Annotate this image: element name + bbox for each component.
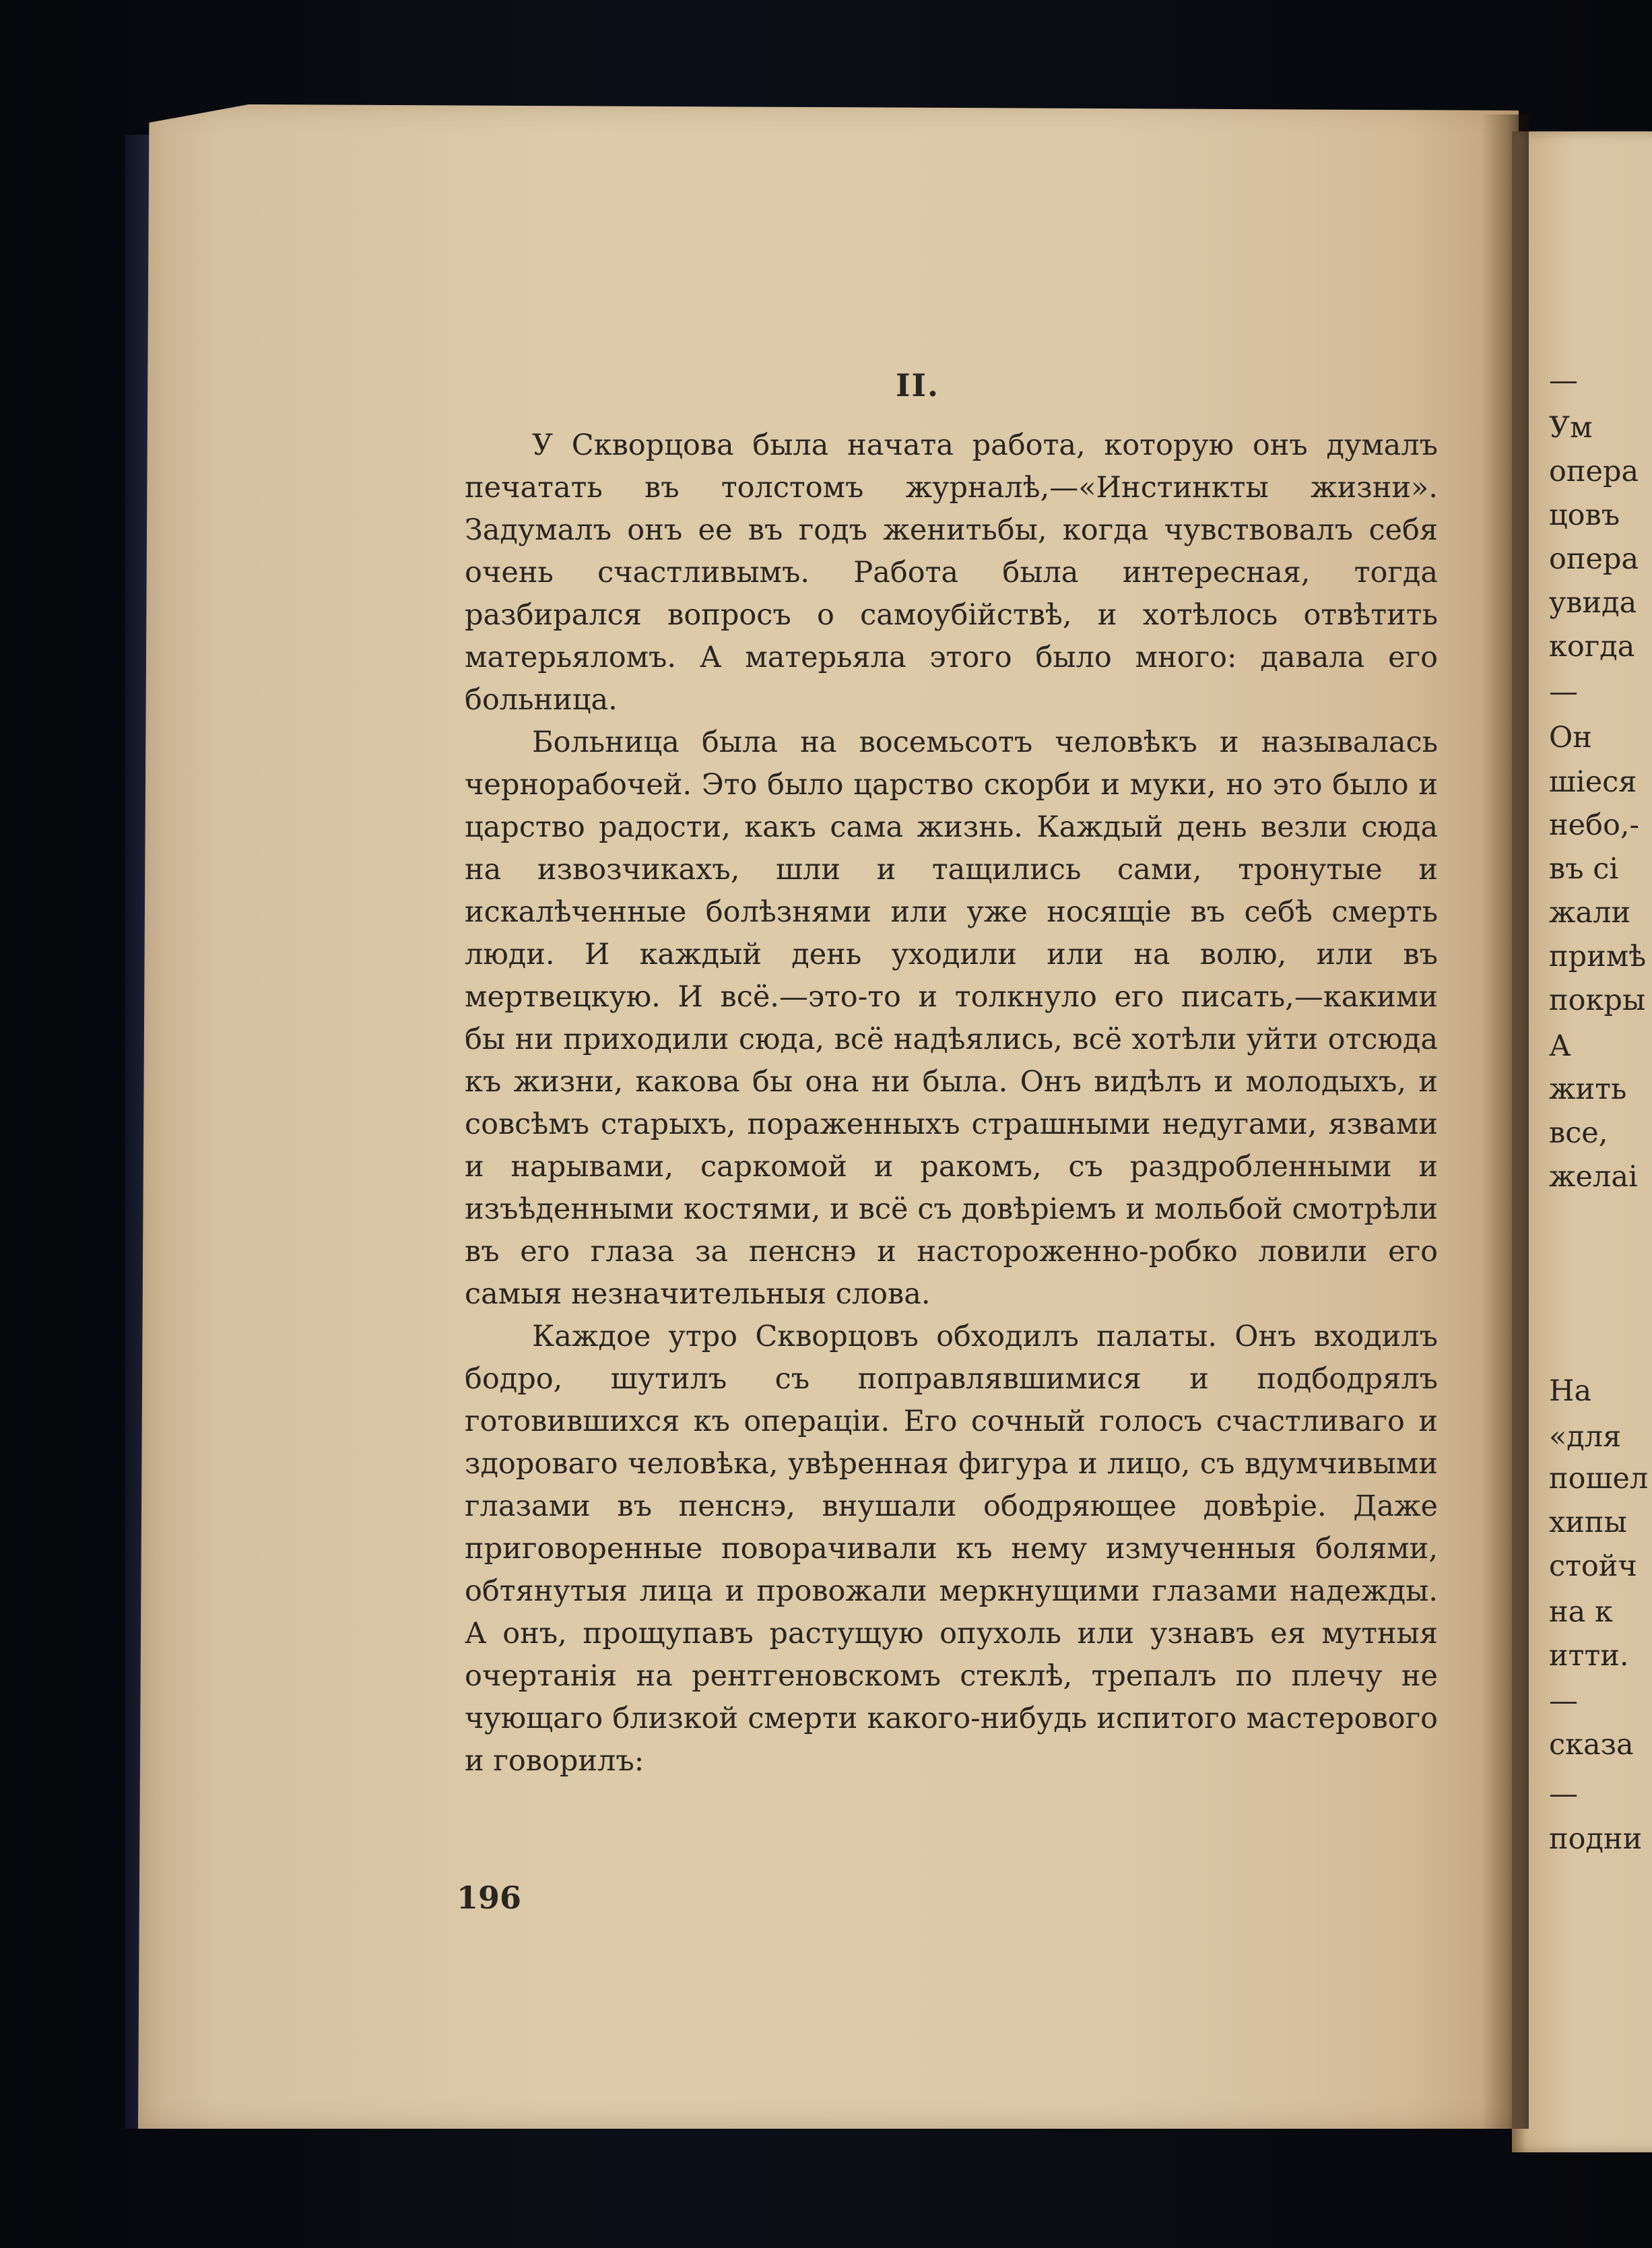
right-fragment: «для bbox=[1549, 1420, 1622, 1454]
paragraph: Каждое утро Скворцовъ обходилъ палаты. Онъ входилъ бодро, шутилъ съ поправлявшимися и подбодрялъ готовившихся къ операціи. Его сочный голосъ счастливаго и здороваго человѣка, увѣренная фигура и лицо, съ вдумчивыми глазами въ пенснэ, внушали ободряющее довѣріе. Даже приговоренные поворачивали къ нему измученныя болями, обтянутыя лица и провожали меркнущими глазами надежды. А онъ, прощупавъ растущую опухоль или узнавъ ея мутныя очертанія на рентгеновскомъ стеклѣ, трепалъ по плечу не чующаго близкой смерти какого-нибудь испитого мастерового и говорилъ: bbox=[465, 1320, 1438, 1778]
right-fragment: небо,- bbox=[1549, 808, 1640, 842]
right-fragment: На bbox=[1549, 1374, 1592, 1408]
right-fragment: пошел bbox=[1549, 1462, 1649, 1496]
right-fragment: А bbox=[1549, 1029, 1571, 1063]
right-fragment: стойч bbox=[1549, 1549, 1637, 1583]
body-text bbox=[465, 424, 1438, 1783]
paragraph: Больница была на восемьсотъ человѣкъ и называлась чернорабочей. Это было царство скорби и муки, но это было и царство радости, какъ сама жизнь. Каждый день везли сюда на извозчикахъ, шли и тащились сами, тронутые и искалѣченные болѣзнями или уже носящіе въ себѣ смерть люди. И каждый день уходили или на волю, или въ мертвецкую. И всё.—это-то и толкнуло его писать,—какими бы ни приходили сюда, всё надѣялись, всё хотѣли уйти отсюда къ жизни, какова бы она ни была. Онъ видѣлъ и молодыхъ, и совсѣмъ старыхъ, пораженныхъ страшными недугами, язвами и нарывами, саркомой и ракомъ, съ раздробленными и изъѣденными костями, и всё съ довѣріемъ и мольбой смотрѣли въ его глаза за пенснэ и настороженно-робко ловили его самыя незначительныя слова. bbox=[465, 726, 1438, 1311]
right-fragment: хипы bbox=[1549, 1506, 1627, 1539]
right-fragment: въ сі bbox=[1549, 852, 1619, 886]
right-fragment: опера bbox=[1549, 455, 1639, 488]
right-fragment: сказа bbox=[1549, 1728, 1634, 1762]
section-heading: II. bbox=[896, 367, 940, 404]
right-fragment: опера bbox=[1549, 542, 1639, 576]
right-fragment: — bbox=[1549, 1684, 1578, 1718]
right-fragment: все, bbox=[1549, 1116, 1608, 1150]
right-fragment: увида bbox=[1549, 586, 1637, 620]
right-fragment: жали bbox=[1549, 896, 1631, 930]
page-number: 196 bbox=[457, 1880, 522, 1916]
right-fragment: — bbox=[1549, 364, 1578, 397]
right-fragment: жить bbox=[1549, 1072, 1627, 1106]
right-fragment: Ум bbox=[1549, 411, 1593, 445]
right-fragment: подни bbox=[1549, 1822, 1643, 1856]
right-fragment: цовъ bbox=[1549, 499, 1620, 532]
right-fragment: желаі bbox=[1549, 1160, 1638, 1194]
right-fragment: шіеся bbox=[1549, 765, 1637, 799]
right-fragment: итти. bbox=[1549, 1639, 1629, 1673]
right-fragment: на к bbox=[1549, 1595, 1613, 1629]
right-fragment: когда bbox=[1549, 630, 1635, 664]
right-fragment: — bbox=[1549, 1777, 1578, 1811]
right-fragment: покры bbox=[1549, 984, 1646, 1017]
book-gutter-shadow bbox=[1482, 115, 1529, 2129]
right-fragment: примѣ bbox=[1549, 940, 1647, 973]
paragraph: У Скворцова была начата работа, которую онъ думалъ печатать въ толстомъ журналѣ,—«Инстинкты жизни». Задумалъ онъ ее въ годъ женитьбы, когда чувствовалъ себя очень счастливымъ. Работа была интересная, тогда разбирался вопросъ о самоубійствѣ, и хотѣлось отвѣтить матерьяломъ. А матерьяла этого было много: давала его больница. bbox=[465, 428, 1438, 717]
right-fragment: Он bbox=[1549, 721, 1592, 754]
right-fragment: — bbox=[1549, 675, 1578, 709]
